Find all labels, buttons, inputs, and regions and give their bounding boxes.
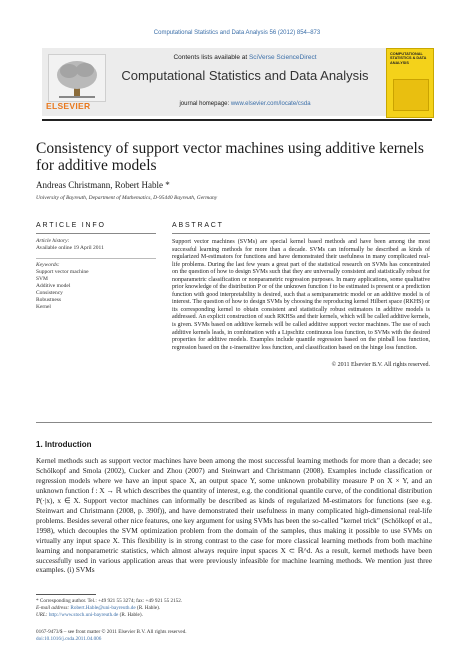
journal-reference[interactable]: Computational Statistics and Data Analysis 56 (2012) 854–873 <box>153 30 321 36</box>
email-label: E-mail address: <box>36 605 71 611</box>
url-label: URL: <box>36 612 49 618</box>
contents-prefix: Contents lists available at <box>173 54 249 61</box>
abstract-rule <box>172 233 430 234</box>
keyword: SVM <box>36 276 48 282</box>
contents-line <box>110 54 380 61</box>
cover-title: COMPUTATIONAL STATISTICS & DATA ANALYSIS <box>390 52 427 65</box>
keyword: Consistency <box>36 290 63 296</box>
sciencedirect-link[interactable]: SciVerse ScienceDirect <box>248 54 317 61</box>
email-line <box>36 605 356 612</box>
footnote <box>36 598 356 619</box>
tree-icon <box>49 55 105 101</box>
abstract-copyright: © 2011 Elsevier B.V. All rights reserved. <box>331 362 430 368</box>
abstract-text: Support vector machines (SVMs) are special kernel based methods and have been among the most successful learning methods for more than a decade. SVMs can informally be described as kinds of regularized M-estimators for functions and have demonstrated their usefulness in many complicated real-life problems. During the last few years a great part of the statistical research on SVMs has concentrated on the question of how to design SVMs such that they are universally consistent and statistically robust for nonparametric classification or nonparametric regression purposes. In many applications, some qualitative prior knowledge of the distribution P or of the unknown function f to be estimated is present or a prediction function with good interpretability is desired, such that a semiparametric model or an additive model is of interest. The question of how to design SVMs by choosing the reproducing kernel Hilbert space (RKHS) or its corresponding kernel to obtain consistent and statistically robust estimators in additive models is addressed. An explicit construction of such RKHSs and their kernels, which will be called additive kernels, is given. SVMs based on additive kernels will be called additive support vector machines. The use of such additive kernels leads, in combination with a Lipschitz continuous loss function, to SVMs with the desired properties for additive models. Examples include quantile regression based on the pinball loss function, regression based on the ε-insensitive loss function, and classification based on the hinge loss function. <box>172 239 431 351</box>
introduction-text: Kernel methods such as support vector machines have been among the most successful learning methods for more than a decade; see Schölkopf and Smola (2002), Cucker and Zhou (2007) and Steinwart and Christmann (2008). Examples include classification or regression models where we have an input space X, an output space Y, some unknown probability measure P on X × Y, and an unknown function f : X → ℝ which describes the quantity of interest, e.g. the conditional quantile curve, of the conditional distribution P(·|x), x ∈ X. Support vector machines can informally be described as kinds of regularized M-estimators for functions (see e.g. Steinwart and Christmann (2008, p. 390f)), and have demonstrated their usefulness in many complicated high-dimensional real-life problems. Besides several other nice features, one key argument for using SVMs has been the so-called "kernel trick" (Schölkopf et al., 1998), which decouples the SVM optimization problem from the domain of the samples, thus making it possible to use SVMs on virtually any input space X. This flexibility is in strong contrast to the case for more classical learning methods from both machine learning and nonparametric statistics, which almost always require input spaces X ⊂ ℝ^d. As a result, kernel methods have been successfully used in various application areas that were previously infeasible for machine learning methods. We mention just three examples. (i) SVMs <box>36 456 432 575</box>
doi-block <box>36 629 336 642</box>
keyword: Kernel <box>36 304 51 310</box>
author-affiliation: University of Bayreuth, Department of Mathematics, D-95440 Bayreuth, Germany <box>36 195 218 201</box>
abstract-bottom-rule <box>36 422 432 423</box>
header-rule <box>42 119 432 121</box>
corresponding-author: * Corresponding author. Tel.: +49 921 55 3274; fax: +49 921 55 2152. <box>36 598 183 604</box>
introduction-heading: 1. Introduction <box>36 440 92 449</box>
keywords-rule <box>36 258 156 259</box>
keyword: Robustness <box>36 297 62 303</box>
homepage-line <box>110 101 380 107</box>
elsevier-tree-logo <box>48 54 106 102</box>
doi-link[interactable]: doi:10.1016/j.csda.2011.04.006 <box>36 635 102 642</box>
keywords-label: Keywords: <box>36 262 60 268</box>
history-label: Article history: <box>36 238 70 244</box>
front-matter-line: 0167-9473/$ – see front matter © 2011 Elsevier B.V. All rights reserved. <box>36 629 187 635</box>
abstract-heading: ABSTRACT <box>172 222 224 229</box>
keyword: Support vector machine <box>36 269 89 275</box>
url-link[interactable]: http://www.stoch.uni-bayreuth.de <box>48 612 119 618</box>
cover-illustration <box>393 79 429 111</box>
homepage-prefix: journal homepage: <box>179 101 231 107</box>
keywords-block <box>36 262 156 311</box>
homepage-link[interactable]: www.elsevier.com/locate/csda <box>230 101 311 107</box>
article-info-heading: ARTICLE INFO <box>36 222 106 229</box>
history-value: Available online 19 April 2011 <box>36 245 104 251</box>
email-suffix: (R. Hable). <box>135 605 161 611</box>
journal-title: Computational Statistics and Data Analysis <box>121 68 369 83</box>
footnote-rule <box>36 594 96 595</box>
publisher-name: ELSEVIER <box>46 101 91 111</box>
url-line <box>36 612 356 619</box>
email-link[interactable]: Robert.Hable@uni-bayreuth.de <box>70 605 136 611</box>
article-authors: Andreas Christmann, Robert Hable * <box>36 180 170 190</box>
keyword: Additive model <box>36 283 71 289</box>
article-title: Consistency of support vector machines using additive kernels for additive models <box>36 140 424 174</box>
article-info-rule <box>36 233 156 234</box>
url-suffix: (R. Hable). <box>118 612 143 618</box>
article-history <box>36 238 156 252</box>
journal-cover <box>386 48 434 118</box>
